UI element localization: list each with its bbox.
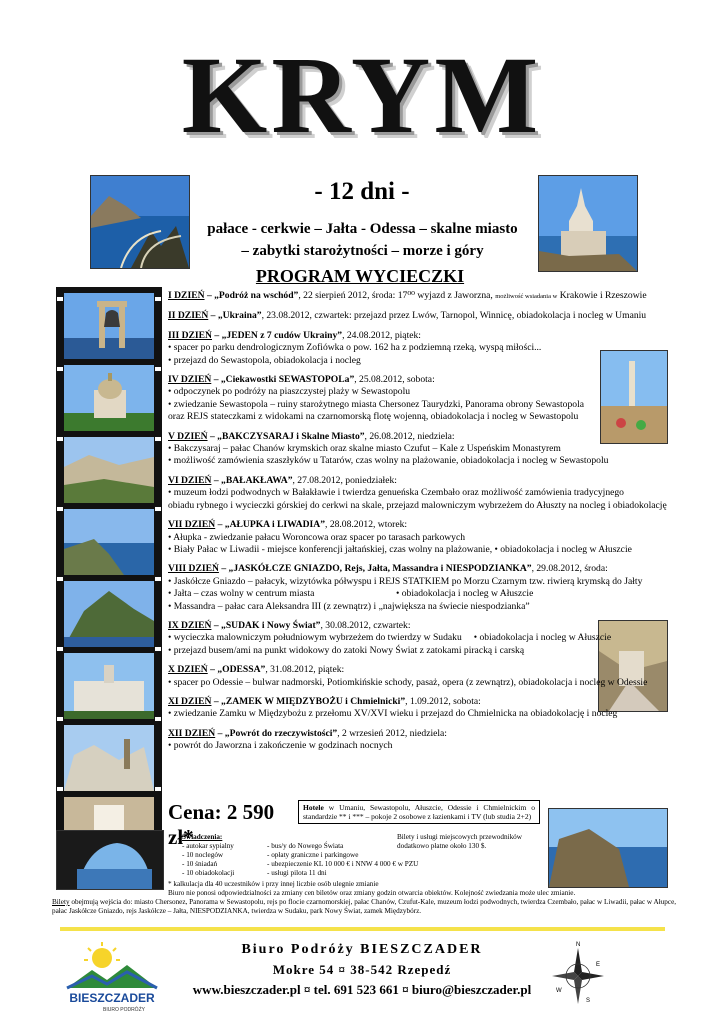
day-12 <box>168 728 668 753</box>
day-line: • możliwość zamówienia szaszłyków u Tatarów, czas wolny na plażowanie, obiadokolacja i nocleg w Sewastopolu <box>168 455 609 467</box>
film-hole <box>155 577 161 581</box>
day-date: , 29.08.2012, środa: <box>531 563 608 575</box>
day-line: • powrót do Jaworzna i zakończenie w godzinach nocnych <box>168 740 393 752</box>
day-title: – „BAKCZYSARAJ i Skalne Miasto” <box>209 430 365 442</box>
film-hole <box>57 297 63 301</box>
photo-cave-arch <box>56 830 164 890</box>
day-line: • spacer po parku dendrologicznym Zofiówka o pow. 162 ha z podziemną rzeką, wyspą miłości... <box>168 342 542 354</box>
divider <box>60 927 665 931</box>
photo-coast-bottom <box>548 808 668 888</box>
day-line: • przejazd do Sewastopola, obiadokolacja i nocleg <box>168 354 361 366</box>
film-photo-palace <box>64 653 154 719</box>
film-hole <box>155 437 161 441</box>
tagline-line-2: – zabytki starożytności – morze i góry <box>241 243 484 259</box>
day-label: VI DZIEŃ <box>168 474 212 486</box>
service-item: - 10 obiadokolacji <box>182 869 235 877</box>
day-line: • wycieczka malowniczym południowym wybrzeżem do twierdzy w Sudaku • obiadokolacja i nocleg w Ałuszcie <box>168 632 612 644</box>
day-7 <box>168 519 668 556</box>
company-address: Mokre 54 ¤ 38-542 Rzepedź <box>272 962 452 977</box>
day-date: , 1.09.2012, sobota: <box>405 695 481 707</box>
film-photo-cathedral <box>64 365 154 431</box>
film-hole <box>155 297 161 301</box>
services <box>182 833 532 877</box>
day-date: , 24.08.2012, piątek: <box>342 329 421 341</box>
service-item: - 10 śniadań <box>182 860 218 868</box>
services-col-2 <box>267 842 418 878</box>
logo-text: BIESZCZADER <box>69 991 155 1005</box>
day-6 <box>168 475 668 512</box>
services-extra: Bilety i usługi miejscowych przewodników dodatkowo płatne około 130 $. <box>397 833 522 850</box>
day-label: IX DZIEŃ <box>168 619 212 631</box>
day-8 <box>168 563 668 613</box>
program-title: PROGRAM WYCIECZKI <box>255 266 465 286</box>
hotel-info <box>298 800 540 824</box>
film-photo-ruins <box>64 725 154 791</box>
tagline <box>190 218 535 262</box>
day-line: • Massandra – pałac cara Aleksandra III (z zewnątrz) i „największa na świecie niespodzianka” <box>168 600 530 612</box>
day-small: możliwość wsiadania w <box>495 293 558 300</box>
day-3 <box>168 330 668 367</box>
tagline-line-1: pałace - cerkwie – Jałta - Odessa – skalne miasto <box>207 221 518 237</box>
compass-s: S <box>586 998 591 1004</box>
film-hole <box>57 577 63 581</box>
film-photo-bell <box>64 293 154 359</box>
hotel-text: w Umaniu, Sewastopolu, Ałuszcie, Odessie i Chmielnickim o standardzie ** i *** – pokoje 2 osobowe z łazienkami i TV (lub studia 2+2) <box>303 803 535 821</box>
day-date: , 28.08.2012, wtorek: <box>325 519 408 531</box>
film-hole <box>57 507 63 511</box>
day-date: , 23.08.2012, czwartek: przejazd przez Lwów, Tarnopol, Winnicę, obiadokolacja i nocleg w Umaniu <box>261 310 647 322</box>
film-hole <box>155 787 161 791</box>
day-line: obiadu rybnego i wycieczki górskiej do cerkwi na skale, przejazd malowniczym wybrzeżem do Ałuszty na nocleg i obiadokolację <box>168 499 667 511</box>
film-photo-rocks <box>64 437 154 503</box>
tickets-text: obejmują wejścia do: miasto Chersonez, Panorama w Sewastopolu, rejs po flocie czarnomorskiej, pałac Chanów, Czufut-Kale, muzeum łodzi podwodnych, twierdza Czembało, pałac w Liwadii, pałac w Ałupce, pałac Jaskółcze Gniazdo, rejs Jaskółcze – Jałta, NIESPODZIANKA, twierdza w Sudaku, park Nowy Świat, zamek Międzybórz. <box>52 898 677 915</box>
day-date: , 26.08.2012, niedziela: <box>364 430 455 442</box>
film-hole <box>155 647 161 651</box>
hotel-label: Hotele <box>303 803 324 812</box>
poster-title: KRYM <box>181 34 543 156</box>
day-11 <box>168 696 668 721</box>
day-date: , 30.08.2012, czwartek: <box>320 619 411 631</box>
day-label: IV DZIEŃ <box>168 374 212 386</box>
service-item: - ubezpieczenie KL 10 000 € i NNW 4 000 € w PZU <box>267 860 419 868</box>
notes <box>168 880 668 897</box>
trip-duration: - 12 dni - <box>314 178 410 205</box>
day-line: • spacer po Odessie – bulwar nadmorski, Potiomkińskie schody, pasaż, opera (z zewnątrz), obiadokolacja i nocleg w Odessie <box>168 676 648 688</box>
day-title: – „ODESSA” <box>210 664 266 676</box>
day-label: II DZIEŃ <box>168 310 209 322</box>
services-col-1 <box>182 842 234 878</box>
day-title: – „BAŁAKŁAWA” <box>213 474 293 486</box>
day-line: • Biały Pałac w Liwadii - miejsce konferencji jałtańskiej, czas wolny na plażowanie, • obiadokolacja i nocleg w Ałuszcie <box>168 543 632 555</box>
day-date: , 2 wrzesień 2012, niedziela: <box>337 727 447 739</box>
compass-w: W <box>556 988 562 994</box>
compass-n: N <box>576 942 581 948</box>
day-1 <box>168 290 668 303</box>
service-item: - opłaty graniczne i parkingowe <box>267 851 359 859</box>
note-line: * kalkulacja dla 40 uczestników i przy innej liczbie osób ulegnie zmianie <box>168 880 379 888</box>
day-date: , 27.08.2012, poniedziałek: <box>292 474 397 486</box>
day-9 <box>168 620 668 657</box>
tickets-label: Bilety <box>52 898 70 906</box>
service-item: - bus/y do Nowego Świata <box>267 842 344 850</box>
day-title: – „Ukraina” <box>210 310 262 322</box>
day-line: • muzeum łodzi podwodnych w Bałakławie i twierdza genueńska Czembało oraz możliwość zamówienia tradycyjnego <box>168 487 624 499</box>
day-title: – „JASKÓŁCZE GNIAZDO, Rejs, Jałta, Massandra i NIESPODZIANKA” <box>221 563 532 575</box>
tickets-info <box>52 898 682 915</box>
film-hole <box>57 367 63 371</box>
day-title: – „Podróż na wschód” <box>206 290 299 301</box>
day-title: – „Powrót do rzeczywistości” <box>217 727 338 739</box>
service-item: - autokar sypialny <box>182 842 234 850</box>
day-5 <box>168 431 668 468</box>
day-4 <box>168 374 668 424</box>
price: Cena: 2 590 zł* <box>168 800 275 849</box>
service-item: - 10 noclegów <box>182 851 224 859</box>
compass-rose-icon <box>548 940 608 1010</box>
compass-e: E <box>596 962 601 968</box>
day-line: • zwiedzanie Sewastopola – ruiny starożytnego miasta Chersonez Taurydzki, Panorama obrony Sewastopola <box>168 398 584 410</box>
day-label: XI DZIEŃ <box>168 695 212 707</box>
film-hole <box>57 437 63 441</box>
day-label: VII DZIEŃ <box>168 519 216 531</box>
day-line: • przejazd busem/ami na punkt widokowy do zatoki Nowy Świat z zatokami piracką i carską <box>168 644 525 656</box>
services-title: Świadczenia: <box>182 833 223 841</box>
day-2 <box>168 310 668 322</box>
day-line: • Ałupka - zwiedzanie pałacu Woroncowa oraz spacer po tarasach parkowych <box>168 531 466 543</box>
day-line: • zwiedzanie Zamku w Międzybożu z przełomu XV/XVI wieku i przejazd do Chmielnicka na obiadokolację i nocleg <box>168 708 618 720</box>
day-label: I DZIEŃ <box>168 290 205 301</box>
service-item: - usługi pilota 11 dni <box>267 869 327 877</box>
day-title: – „AŁUPKA i LIWADIA” <box>217 519 326 531</box>
day-label: III DZIEŃ <box>168 329 212 341</box>
day-date: , 31.08.2012, piątek: <box>265 664 345 676</box>
day-line: oraz REJS stateczkami z widokami na czarnomorską flotę wojenną, obiadokolacja i nocleg w Sewastopolu <box>168 411 579 423</box>
film-photo-bay <box>64 509 154 575</box>
film-hole <box>57 647 63 651</box>
film-hole <box>155 507 161 511</box>
day-line: • Bakczysaraj – pałac Chanów krymskich oraz skalne miasto Czufut – Kale z Uspeńskim Monastyrem <box>168 443 561 455</box>
film-hole <box>57 787 63 791</box>
film-hole <box>57 717 63 721</box>
film-photo-mountain <box>64 581 154 647</box>
day-label: V DZIEŃ <box>168 430 208 442</box>
company-contact: www.bieszczader.pl ¤ tel. 691 523 661 ¤ biuro@bieszczader.pl <box>192 982 532 997</box>
note-line: Biuro nie ponosi odpowiedzialności za zmiany cen biletów oraz zmiany godzin otwarcia obiektów. Kolejność zwiedzania może ulec zmianie. <box>168 888 576 897</box>
day-line: • Jaskółcze Gniazdo – pałacyk, wizytówka półwyspu i REJS STATKIEM po Morzu Czarnym tzw. riwierą krymską do Jałty <box>168 575 643 587</box>
day-label: VIII DZIEŃ <box>168 563 219 575</box>
day-line: • Jałta – czas wolny w centrum miasta • obiadokolacja i nocleg w Ałuszcie <box>168 588 534 600</box>
day-tail: Krakowie i Rzeszowie <box>557 290 647 301</box>
day-title: – „SUDAK i Nowy Świat” <box>213 619 321 631</box>
company-name: Biuro Podróży BIESZCZADER <box>241 942 483 957</box>
day-title: – „ZAMEK W MIĘDZYBOŻU i Chmielnicki” <box>213 695 406 707</box>
film-hole <box>155 717 161 721</box>
day-label: X DZIEŃ <box>168 664 208 676</box>
day-title: – „JEDEN z 7 cudów Ukrainy” <box>214 329 343 341</box>
day-date: , 25.08.2012, sobota: <box>354 374 435 386</box>
day-label: XII DZIEŃ <box>168 727 216 739</box>
film-strip <box>56 287 162 887</box>
film-hole <box>155 367 161 371</box>
day-line: • odpoczynek po podróży na piaszczystej plaży w Sewastopolu <box>168 386 411 398</box>
day-10 <box>168 664 668 689</box>
day-date: , 22 sierpień 2012, środa: 17⁰⁰ wyjazd z Jaworzna, <box>298 290 496 301</box>
itinerary <box>168 290 668 760</box>
logo-subtext: BIURO PODRÓŻY <box>103 1007 145 1013</box>
day-title: – „Ciekawostki SEWASTOPOLa” <box>213 374 355 386</box>
